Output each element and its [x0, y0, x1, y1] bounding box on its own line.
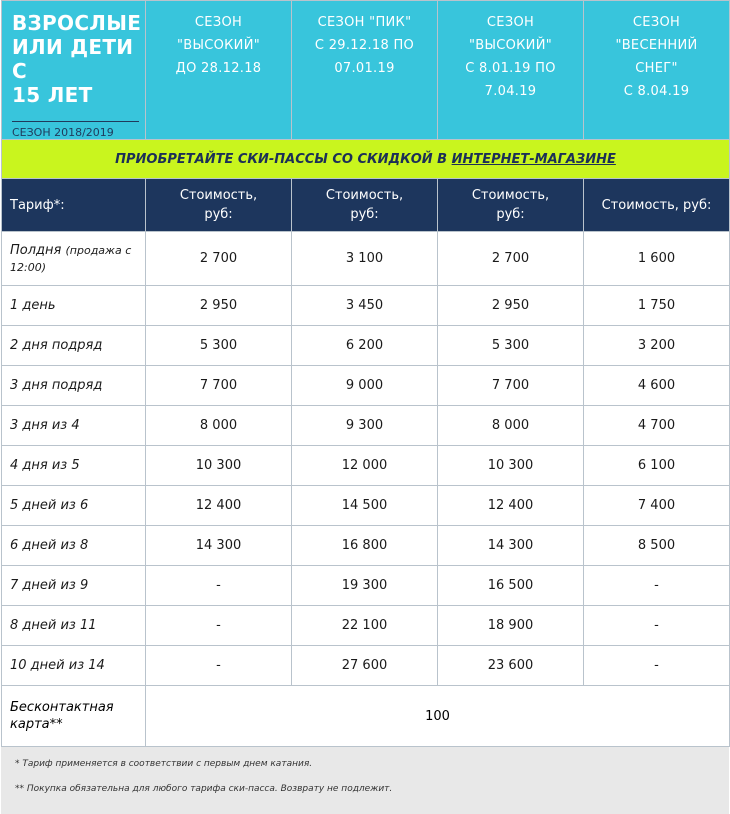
category-title-line: 15 ЛЕТ [12, 83, 93, 107]
price-cell: 9 300 [292, 406, 438, 446]
season-label: СЕЗОН 2018/2019 [12, 126, 114, 139]
card-price: 100 [146, 686, 730, 747]
tariff-name: 5 дней из 6 [2, 486, 146, 526]
price-cell: 8 000 [438, 406, 584, 446]
price-cell: - [146, 566, 292, 606]
price-cell: 6 200 [292, 326, 438, 366]
category-title-line: ИЛИ ДЕТИ С [12, 35, 134, 83]
price-cell: 2 950 [438, 286, 584, 326]
online-shop-link[interactable]: ИНТЕРНЕТ-МАГАЗИНЕ [451, 151, 616, 167]
table-row [2, 606, 730, 646]
table-row [2, 286, 730, 326]
price-cell: - [146, 606, 292, 646]
table-row [2, 646, 730, 686]
price-cell: 6 100 [584, 446, 730, 486]
tariff-name: 6 дней из 8 [2, 526, 146, 566]
table-row [2, 566, 730, 606]
price-cell: 14 300 [438, 526, 584, 566]
price-cell: 4 600 [584, 366, 730, 406]
table-row [2, 326, 730, 366]
card-row [2, 686, 730, 747]
cost-column-header: Стоимость, руб: [146, 179, 292, 232]
price-cell: 5 300 [438, 326, 584, 366]
price-cell: - [146, 646, 292, 686]
price-cell: 10 300 [146, 446, 292, 486]
tariff-name: 7 дней из 9 [2, 566, 146, 606]
tariff-name: 3 дня из 4 [2, 406, 146, 446]
price-cell: 22 100 [292, 606, 438, 646]
season-high-2-text: СЕЗОН "ВЫСОКИЙ" С 8.01.19 ПО 7.04.19 [465, 15, 556, 99]
season-peak-header [292, 1, 438, 140]
price-cell: 18 900 [438, 606, 584, 646]
promo-banner [2, 140, 730, 179]
price-cell: - [584, 646, 730, 686]
title-divider [12, 121, 139, 122]
price-cell: 1 600 [584, 232, 730, 286]
tariff-name: 4 дня из 5 [2, 446, 146, 486]
tariff-name: 10 дней из 14 [2, 646, 146, 686]
price-cell: 5 300 [146, 326, 292, 366]
price-table-container [1, 0, 729, 814]
season-peak-text: СЕЗОН "ПИК" С 29.12.18 ПО 07.01.19 [314, 15, 415, 76]
table-row [2, 526, 730, 566]
price-cell: 7 400 [584, 486, 730, 526]
footnote-card: ** Покупка обязательна для любого тарифа ски-пасса. Возврату не подлежит. [15, 784, 393, 794]
category-title-cell [2, 1, 146, 140]
price-cell: 23 600 [438, 646, 584, 686]
price-cell: 9 000 [292, 366, 438, 406]
price-cell: 19 300 [292, 566, 438, 606]
price-cell: 27 600 [292, 646, 438, 686]
tariff-name: Полдня (продажа с 12:00) [2, 232, 146, 286]
price-cell: 10 300 [438, 446, 584, 486]
price-cell: 16 800 [292, 526, 438, 566]
price-cell: 12 400 [146, 486, 292, 526]
price-cell: 12 000 [292, 446, 438, 486]
price-cell: 1 750 [584, 286, 730, 326]
price-cell: 14 300 [146, 526, 292, 566]
tariff-name: 8 дней из 11 [2, 606, 146, 646]
table-row [2, 406, 730, 446]
season-spring-text: СЕЗОН "ВЕСЕННИЙ СНЕГ" С 8.04.19 [615, 15, 698, 99]
price-cell: - [584, 566, 730, 606]
tariff-column-header: Тариф*: [2, 179, 146, 232]
price-cell: 2 700 [146, 232, 292, 286]
tariff-name: 2 дня подряд [2, 326, 146, 366]
price-table [1, 0, 730, 747]
tariff-name: 1 день [2, 286, 146, 326]
header-row [2, 1, 730, 140]
tariff-rows [2, 232, 730, 686]
column-header-row [2, 179, 730, 232]
cost-column-header: Стоимость, руб: [584, 179, 730, 232]
price-cell: 3 200 [584, 326, 730, 366]
season-high-text: СЕЗОН "ВЫСОКИЙ" ДО 28.12.18 [175, 15, 262, 76]
tariff-name: 3 дня подряд [2, 366, 146, 406]
price-cell: 16 500 [438, 566, 584, 606]
footnotes [1, 747, 729, 814]
table-row [2, 446, 730, 486]
price-cell: 12 400 [438, 486, 584, 526]
price-cell: 8 000 [146, 406, 292, 446]
price-cell: 4 700 [584, 406, 730, 446]
promo-text: ПРИОБРЕТАЙТЕ СКИ-ПАССЫ СО СКИДКОЙ В [115, 151, 452, 167]
price-cell: 7 700 [438, 366, 584, 406]
table-row [2, 486, 730, 526]
price-cell: 7 700 [146, 366, 292, 406]
card-name: Бесконтактная карта** [2, 686, 146, 747]
footnote-tariff: * Тариф применяется в соответствии с первым днем катания. [15, 759, 313, 769]
price-cell: 8 500 [584, 526, 730, 566]
season-high-header [146, 1, 292, 140]
price-cell: 14 500 [292, 486, 438, 526]
tariff-note: (продажа с 12:00) [10, 243, 132, 274]
price-cell: 3 450 [292, 286, 438, 326]
price-cell: 2 700 [438, 232, 584, 286]
promo-row [2, 140, 730, 179]
season-spring-header [584, 1, 730, 140]
price-cell: - [584, 606, 730, 646]
price-cell: 3 100 [292, 232, 438, 286]
season-high-2-header [438, 1, 584, 140]
cost-column-header: Стоимость, руб: [438, 179, 584, 232]
price-cell: 2 950 [146, 286, 292, 326]
category-title-line: ВЗРОСЛЫЕ [12, 11, 142, 35]
table-row [2, 232, 730, 286]
cost-column-header: Стоимость, руб: [292, 179, 438, 232]
table-row [2, 366, 730, 406]
